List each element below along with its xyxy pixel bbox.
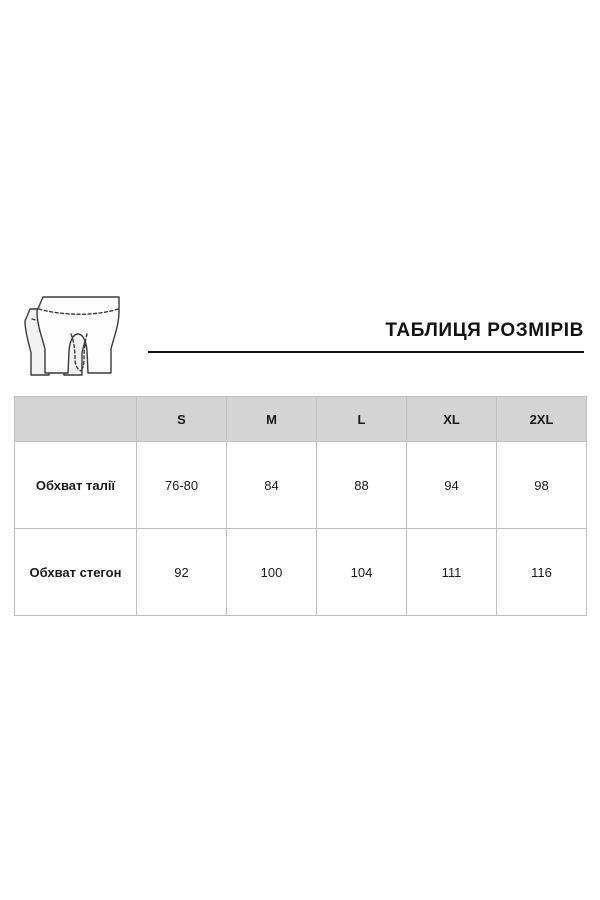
column-header-l: L bbox=[317, 397, 407, 442]
cell-waist-xl: 94 bbox=[407, 442, 497, 529]
column-header-2xl: 2XL bbox=[497, 397, 587, 442]
cell-hips-2xl: 116 bbox=[497, 529, 587, 616]
table-header-row bbox=[15, 397, 587, 442]
table-row bbox=[15, 529, 587, 616]
boxer-briefs-illustration-icon bbox=[14, 282, 134, 392]
chart-header bbox=[14, 282, 586, 392]
row-label-hips: Обхват стегон bbox=[15, 529, 137, 616]
column-header-s: S bbox=[137, 397, 227, 442]
row-label-waist: Обхват талії bbox=[15, 442, 137, 529]
cell-hips-s: 92 bbox=[137, 529, 227, 616]
page-title: ТАБЛИЦЯ РОЗМІРІВ bbox=[385, 319, 584, 341]
cell-hips-l: 104 bbox=[317, 529, 407, 616]
cell-waist-s: 76-80 bbox=[137, 442, 227, 529]
size-table bbox=[14, 396, 587, 616]
cell-hips-xl: 111 bbox=[407, 529, 497, 616]
column-header-xl: XL bbox=[407, 397, 497, 442]
column-header-m: M bbox=[227, 397, 317, 442]
cell-hips-m: 100 bbox=[227, 529, 317, 616]
cell-waist-m: 84 bbox=[227, 442, 317, 529]
cell-waist-l: 88 bbox=[317, 442, 407, 529]
chart-title-area bbox=[134, 321, 586, 354]
table-row bbox=[15, 442, 587, 529]
cell-waist-2xl: 98 bbox=[497, 442, 587, 529]
table-corner-cell bbox=[15, 397, 137, 442]
title-divider bbox=[148, 351, 584, 353]
